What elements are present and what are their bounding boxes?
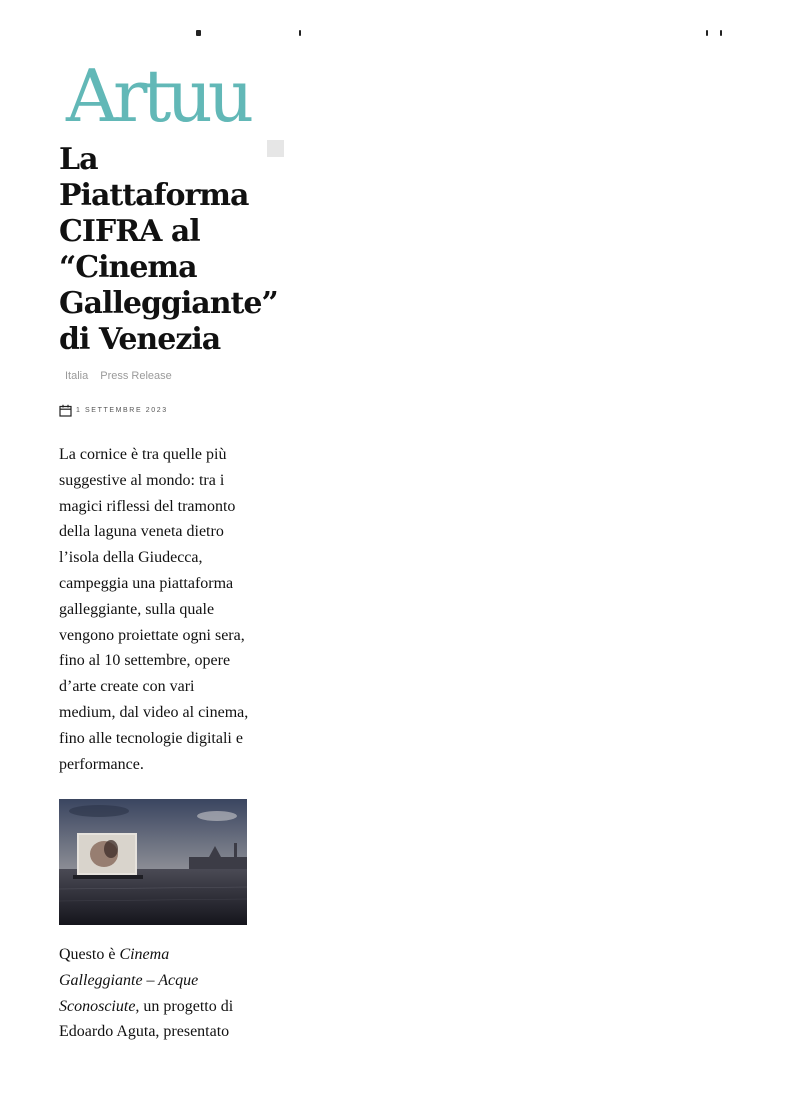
image-placeholder <box>267 140 284 157</box>
cropped-text-fragment <box>196 30 201 36</box>
cropped-text-fragment <box>299 30 301 36</box>
calendar-icon <box>59 404 72 417</box>
date-text: 1 SETTEMBRE 2023 <box>76 407 168 414</box>
tag-link[interactable]: Press Release <box>100 370 172 382</box>
project-title: Cinema Galleggiante – Acque Sconosciute, <box>59 946 199 1015</box>
article-paragraph-2 <box>59 942 249 1045</box>
top-bar-cropped <box>0 26 798 38</box>
article-image[interactable] <box>59 799 247 925</box>
article-date <box>59 404 168 417</box>
venice-floating-cinema-photo <box>59 799 247 925</box>
site-logo[interactable] <box>66 54 250 138</box>
paragraph-rest: un progetto di Edoardo Aguta, presentato <box>59 997 234 1041</box>
article-tags <box>65 370 172 382</box>
article-title: La Piattaforma CIFRA al “Cinema Galleggiante” di Venezia <box>59 142 278 357</box>
tag-link[interactable]: Italia <box>65 370 89 382</box>
logo-wordmark: Artuu <box>66 54 250 138</box>
cropped-text-fragment <box>720 30 722 36</box>
article-paragraph: La cornice è tra quelle più suggestive al mondo: tra i magici riflessi del tramonto della laguna veneta dietro l’isola della Giudecca, campeggia una piattaforma galleggiante, sulla quale vengono proiettate ogni sera, fino al 10 settembre, opere d’arte create con vari medium, dal video al cinema, fino alle tecnologie digitali e performance. <box>59 446 249 773</box>
cropped-text-fragment <box>706 30 708 36</box>
paragraph-lead: Questo è <box>59 946 120 963</box>
